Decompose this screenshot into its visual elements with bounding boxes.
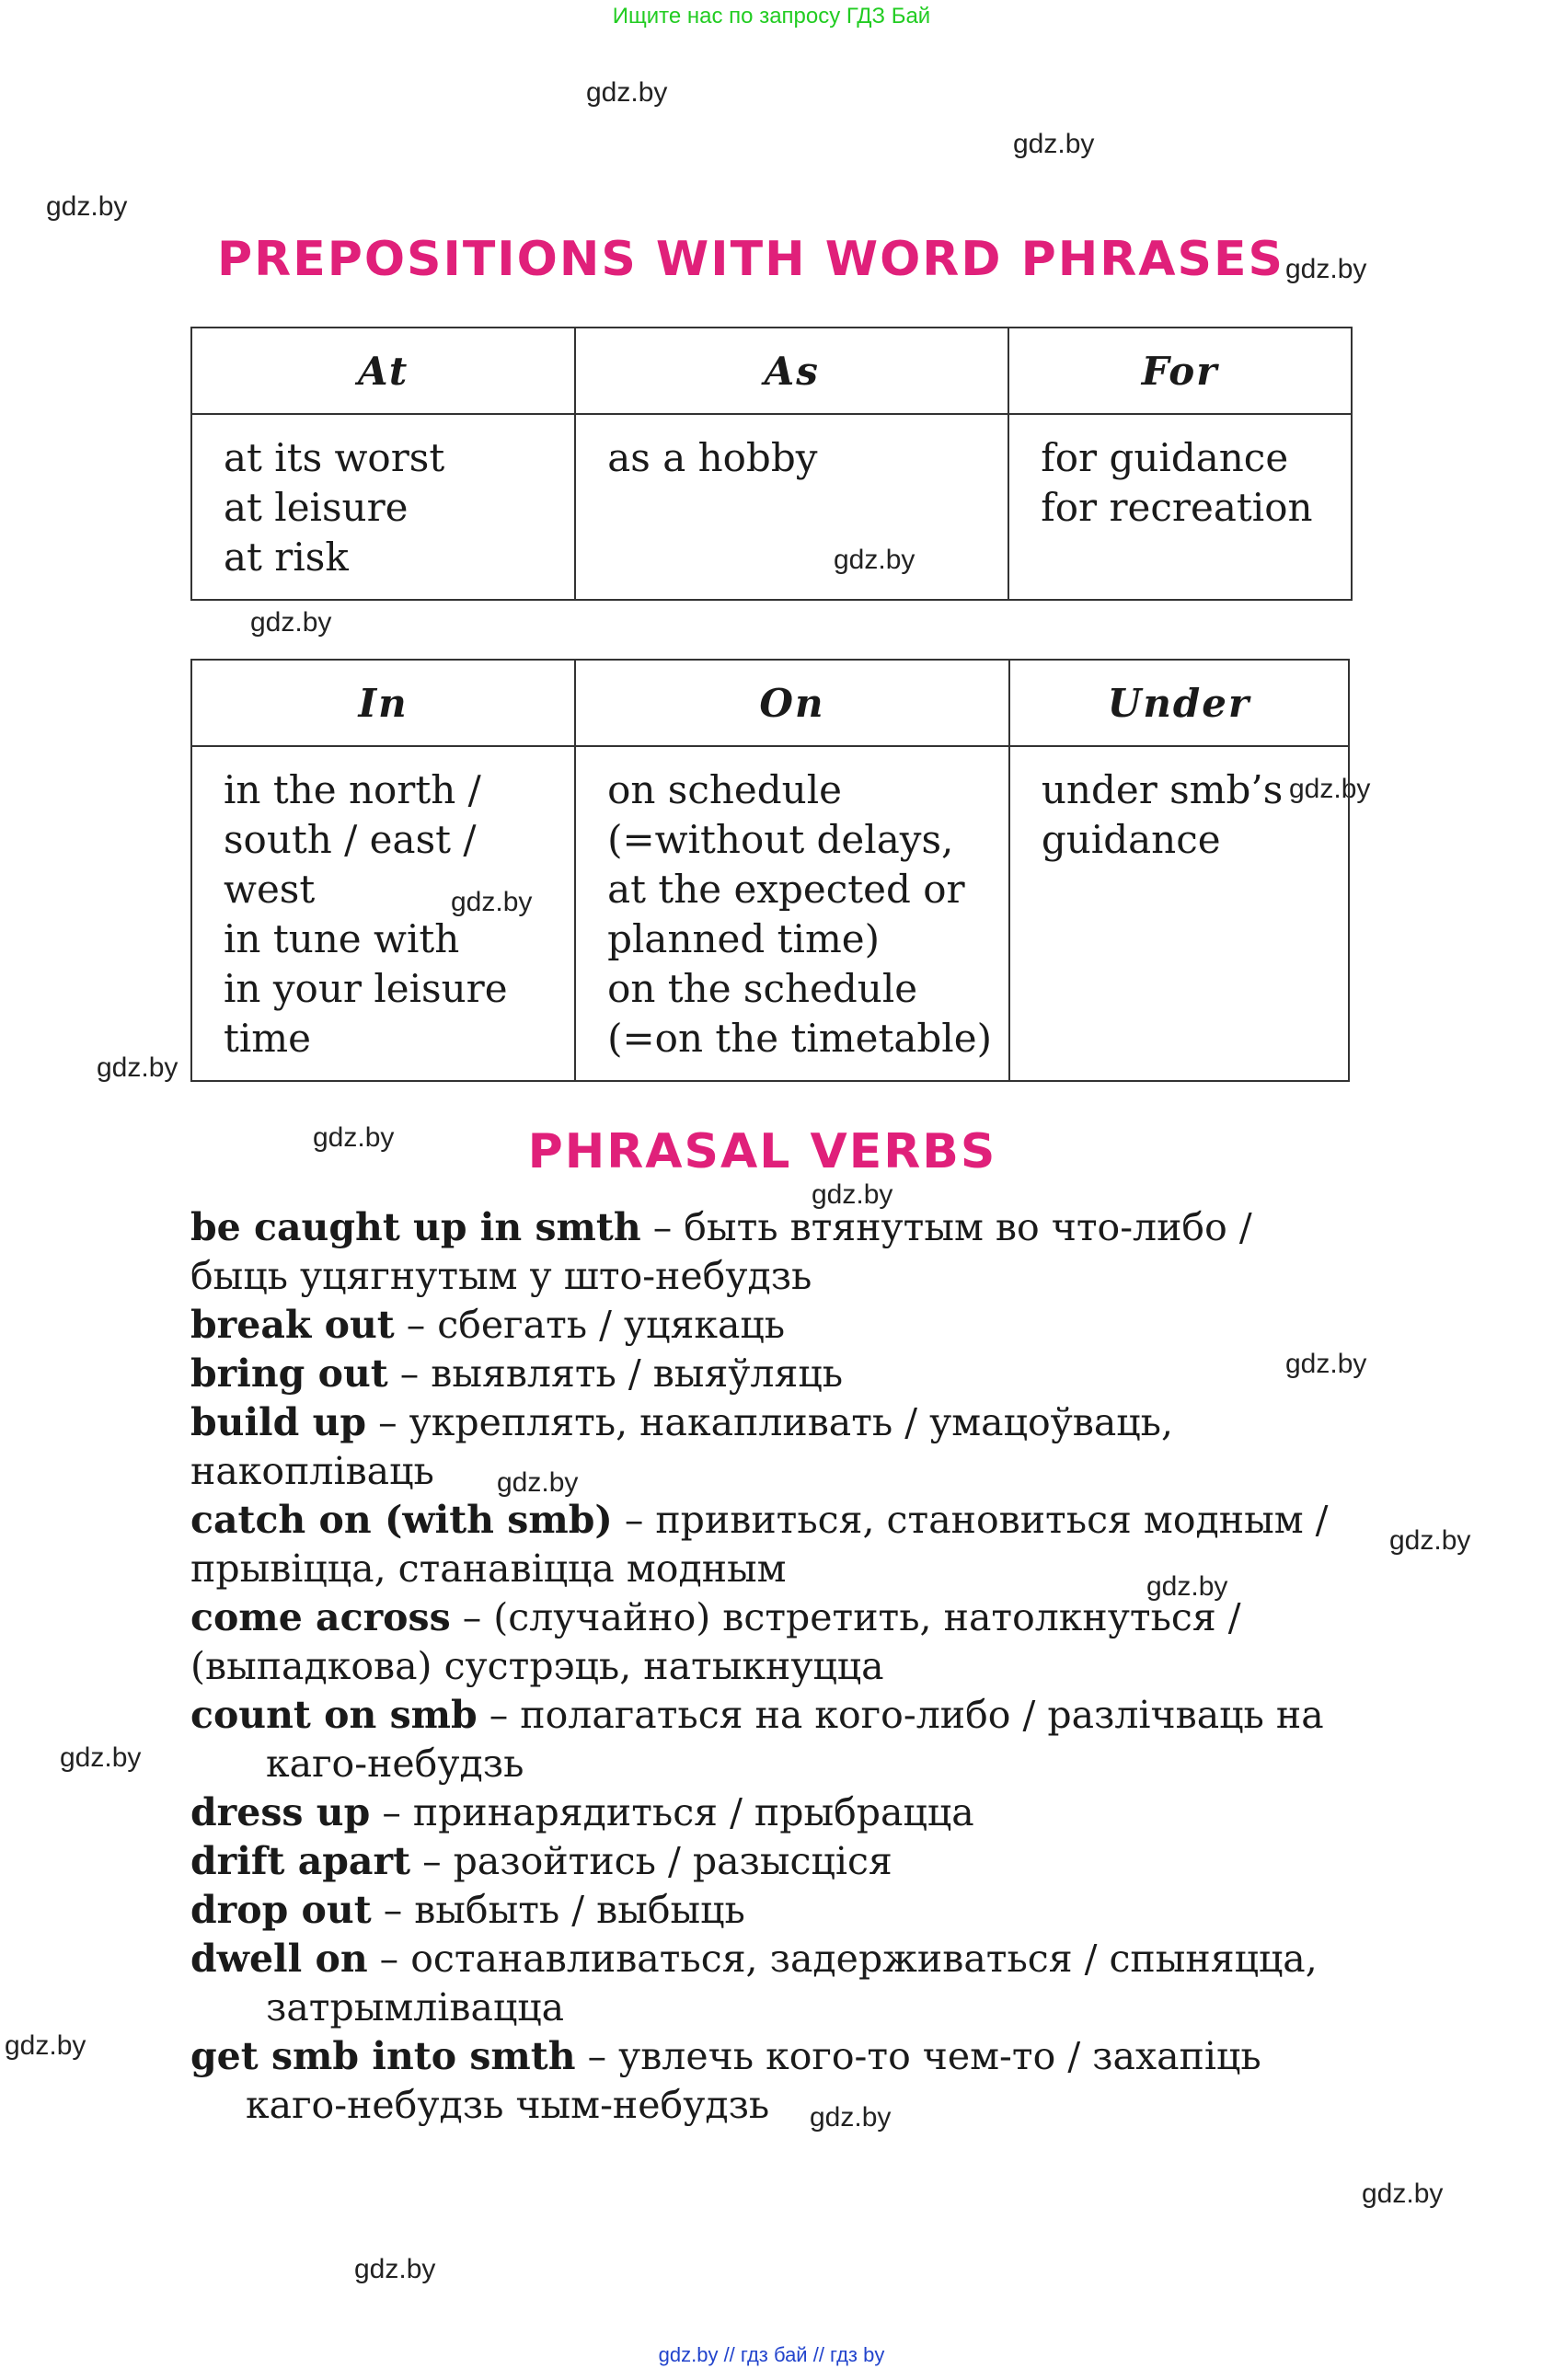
top-search-link[interactable]: Ищите нас по запросу ГДЗ Бай [612,4,931,29]
phrase: at risk [224,535,349,580]
table-cell [191,414,575,600]
list-item [190,1837,1350,1886]
phrase: at the expected or [607,867,965,912]
phrase: planned time) [607,916,881,961]
verb-definition: – быть втянутым во что-либо / быць уцягнутым у што-небудзь [190,1205,1252,1298]
verb-definition: – полагаться на кого-либо / разлічваць на каго-небудзь [266,1693,1324,1786]
verb-term: dress up [190,1790,371,1834]
verb-term: get smb into smth [190,2034,576,2078]
watermark: gdz.by [5,2030,86,2061]
table-header: Under [1009,660,1349,746]
phrase: for guidance [1041,435,1289,480]
phrase: at leisure [224,485,409,530]
verb-term: count on smb [190,1693,478,1737]
verb-definition: – разойтись / разысціся [410,1839,892,1883]
phrase: south / east / [224,817,477,862]
watermark: gdz.by [1362,2179,1444,2209]
verb-term: be caught up in smth [190,1205,641,1249]
watermark: gdz.by [810,2102,892,2133]
footer-links[interactable]: gdz.by // гдз бай // гдз by [658,2343,885,2366]
verb-definition: – выявлять / выяўляць [387,1351,844,1396]
phrase: in your leisure [224,966,508,1011]
watermark: gdz.by [1146,1571,1228,1602]
verb-term: bring out [190,1351,388,1396]
watermark: gdz.by [46,191,128,222]
phrase: west [224,867,316,912]
phrase: for recreation [1041,485,1313,530]
verb-term: build up [190,1400,367,1444]
verb-term: drop out [190,1888,372,1932]
table-header: As [575,328,1008,414]
phrase: as a hobby [607,435,818,480]
verb-definition: – принарядиться / прыбрацца [370,1790,974,1834]
phrase: time [224,1016,311,1061]
phrase: (=on the timetable) [607,1016,992,1061]
phrase: in the north / [224,767,481,812]
phrase: under smb’s [1041,767,1284,812]
verb-term: drift apart [190,1839,411,1883]
list-item [190,1350,1350,1398]
watermark: gdz.by [1285,1349,1367,1379]
table-cell [1009,746,1349,1081]
table-header: At [191,328,575,414]
section-title-phrasal-verbs: PHRASAL VERBS [527,1124,997,1179]
list-item [190,1691,1350,1788]
phrasal-verbs-list [190,1203,1350,2130]
verb-definition: – (случайно) встретить, натолкнуться / (выпадкова) сустрэць, натыкнуцца [190,1595,1241,1688]
table-header: In [191,660,575,746]
table-cell [575,746,1009,1081]
table-cell [191,746,575,1081]
phrase: on schedule [607,767,842,812]
watermark: gdz.by [1289,774,1371,804]
watermark: gdz.by [451,887,533,917]
list-item [190,1301,1350,1350]
list-item [190,1886,1350,1935]
verb-definition: – сбегать / уцякаць [394,1303,786,1347]
watermark: gdz.by [497,1467,579,1498]
list-item [190,1203,1350,1301]
phrase: on the schedule [607,966,918,1011]
watermark: gdz.by [812,1179,893,1210]
watermark: gdz.by [1389,1525,1471,1556]
verb-term: break out [190,1303,395,1347]
watermark: gdz.by [354,2254,436,2284]
watermark: gdz.by [1013,129,1095,159]
table-header: For [1008,328,1352,414]
list-item [190,2032,1350,2130]
watermark: gdz.by [1285,254,1367,284]
verb-definition: – привиться, становиться модным / прывіцца, станавіцца модным [190,1498,1329,1591]
watermark: gdz.by [313,1122,395,1153]
list-item [190,1935,1350,2032]
watermark: gdz.by [586,77,668,108]
verb-term: come across [190,1595,451,1639]
list-item [190,1398,1350,1496]
watermark: gdz.by [60,1742,142,1773]
verb-definition: – укреплять, накапливать / умацоўваць, накопліваць [190,1400,1174,1493]
table-cell [575,414,1008,600]
watermark: gdz.by [97,1052,178,1083]
verb-definition: – выбыть / выбыць [371,1888,745,1932]
section-title-prepositions: PREPOSITIONS WITH WORD PHRASES [217,232,1284,287]
watermark: gdz.by [250,607,332,638]
prepositions-table-1 [190,327,1353,601]
table-cell [1008,414,1352,600]
watermark: gdz.by [834,545,915,575]
verb-term: dwell on [190,1937,368,1981]
phrase: in tune with [224,916,460,961]
list-item [190,1593,1350,1691]
list-item [190,1496,1350,1593]
list-item [190,1788,1350,1837]
verb-term: catch on (with smb) [190,1498,613,1542]
verb-definition: – увлечь кого-то чем-то / захапіць каго-небудзь чым-небудзь [246,2034,1261,2127]
verb-definition: – останавливаться, задерживаться / спыняцца, затрымлівацца [266,1937,1318,2029]
phrase: guidance [1041,817,1221,862]
table-header: On [575,660,1009,746]
phrase: at its worst [224,435,445,480]
prepositions-table-2 [190,659,1350,1082]
phrase: (=without delays, [607,817,954,862]
